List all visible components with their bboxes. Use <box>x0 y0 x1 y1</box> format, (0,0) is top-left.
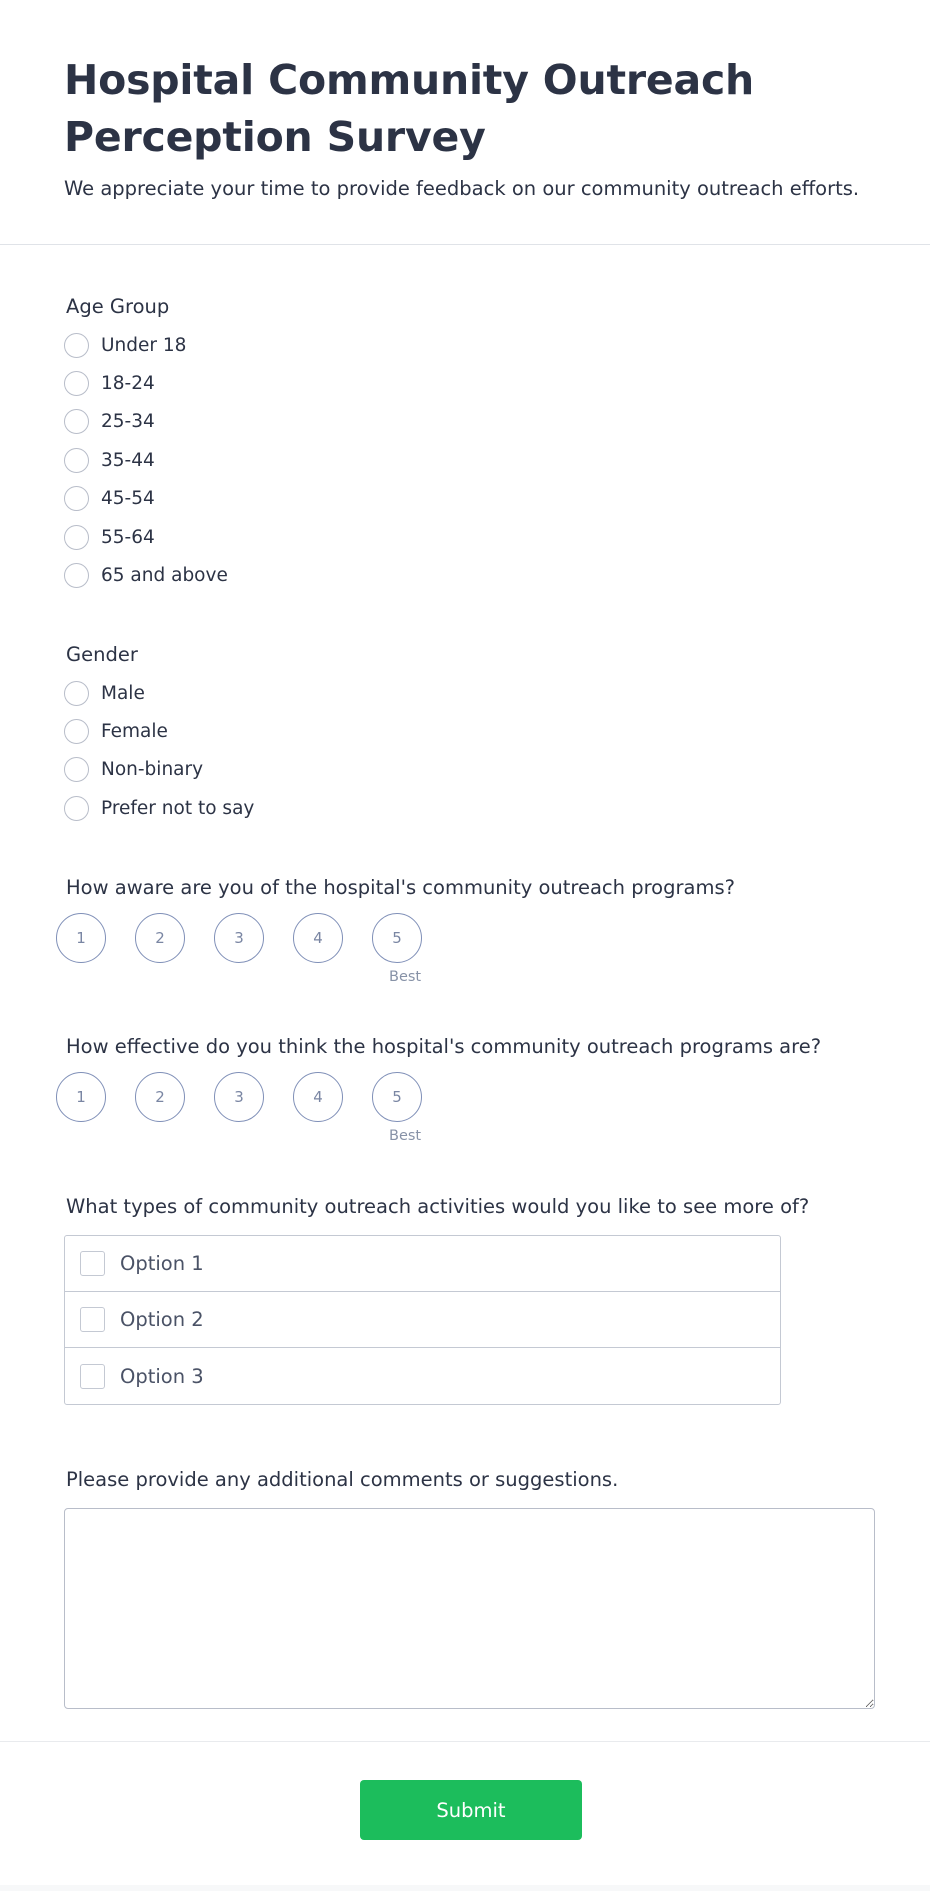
scale-option-3[interactable]: 3 <box>214 1072 264 1122</box>
scale-option-3[interactable]: 3 <box>214 913 264 963</box>
radio-option[interactable] <box>64 789 254 827</box>
question-label: How effective do you think the hospital's community outreach programs are? <box>66 1035 822 1058</box>
radio-label: 65 and above <box>101 565 228 587</box>
scale-option-5[interactable]: 5 <box>372 1072 422 1122</box>
awareness-scale <box>56 913 735 985</box>
page-subtitle: We appreciate your time to provide feedback on our community outreach efforts. <box>64 177 860 200</box>
radio-option[interactable] <box>64 751 254 789</box>
scale-option-2[interactable]: 2 <box>135 1072 185 1122</box>
comments-textarea[interactable] <box>64 1508 875 1709</box>
radio-label: Female <box>101 721 168 743</box>
scale-option-4[interactable]: 4 <box>293 1072 343 1122</box>
radio-button[interactable] <box>64 796 89 821</box>
checkbox-label: Option 3 <box>120 1364 204 1388</box>
submit-button[interactable]: Submit <box>360 1780 582 1840</box>
radio-label: 35-44 <box>101 449 155 471</box>
page-title: Hospital Community Outreach Perception Survey <box>64 56 755 161</box>
radio-option[interactable] <box>64 441 228 479</box>
question-label: How aware are you of the hospital's community outreach programs? <box>66 876 735 899</box>
radio-option[interactable] <box>64 556 228 594</box>
radio-option[interactable] <box>64 712 254 750</box>
radio-button[interactable] <box>64 448 89 473</box>
radio-option[interactable] <box>64 674 254 712</box>
question-label: Gender <box>66 643 138 666</box>
radio-label: Prefer not to say <box>101 797 255 819</box>
age-radio-group <box>66 326 228 595</box>
radio-button[interactable] <box>64 681 89 706</box>
question-age-group <box>66 295 228 595</box>
activities-checkbox-group <box>64 1235 781 1405</box>
checkbox-label: Option 1 <box>120 1252 204 1275</box>
scale-option-4[interactable]: 4 <box>293 913 343 963</box>
checkbox[interactable] <box>80 1307 105 1332</box>
radio-button[interactable] <box>64 486 89 511</box>
radio-button[interactable] <box>64 563 89 588</box>
question-label: Age Group <box>66 295 170 318</box>
question-gender <box>66 643 254 828</box>
gender-radio-group <box>66 674 254 828</box>
checkbox[interactable] <box>80 1364 105 1389</box>
radio-option[interactable] <box>64 403 228 441</box>
checkbox[interactable] <box>80 1251 105 1276</box>
radio-button[interactable] <box>64 525 89 550</box>
radio-label: Male <box>101 682 145 704</box>
question-comments <box>66 1468 875 1709</box>
scale-option-5[interactable]: 5 <box>372 913 422 963</box>
radio-label: 25-34 <box>101 411 155 433</box>
radio-label: Non-binary <box>101 759 204 781</box>
question-awareness <box>66 876 735 985</box>
radio-label: 18-24 <box>101 373 155 395</box>
radio-button[interactable] <box>64 719 89 744</box>
checkbox-option[interactable] <box>65 1348 780 1404</box>
question-effectiveness <box>66 1035 822 1144</box>
radio-option[interactable] <box>64 518 228 556</box>
radio-label: 45-54 <box>101 488 155 510</box>
scale-option-1[interactable]: 1 <box>56 1072 106 1122</box>
radio-option[interactable] <box>64 480 228 518</box>
form-header <box>0 0 930 245</box>
radio-option[interactable] <box>64 326 228 364</box>
radio-option[interactable] <box>64 364 228 402</box>
radio-label: Under 18 <box>101 334 187 356</box>
question-activities <box>66 1195 809 1405</box>
checkbox-option[interactable] <box>65 1236 780 1292</box>
scale-best-label: Best <box>389 1128 422 1144</box>
checkbox-label: Option 2 <box>120 1308 204 1331</box>
checkbox-option[interactable] <box>65 1292 780 1348</box>
radio-button[interactable] <box>64 757 89 782</box>
radio-button[interactable] <box>64 409 89 434</box>
scale-option-2[interactable]: 2 <box>135 913 185 963</box>
radio-label: 55-64 <box>101 526 155 548</box>
question-label: What types of community outreach activities would you like to see more of? <box>66 1195 810 1218</box>
question-label: Please provide any additional comments or suggestions. <box>66 1468 619 1491</box>
radio-button[interactable] <box>64 333 89 358</box>
effectiveness-scale <box>56 1072 821 1144</box>
scale-best-label: Best <box>389 969 422 985</box>
scale-option-1[interactable]: 1 <box>56 913 106 963</box>
radio-button[interactable] <box>64 371 89 396</box>
form-footer <box>0 1741 930 1885</box>
